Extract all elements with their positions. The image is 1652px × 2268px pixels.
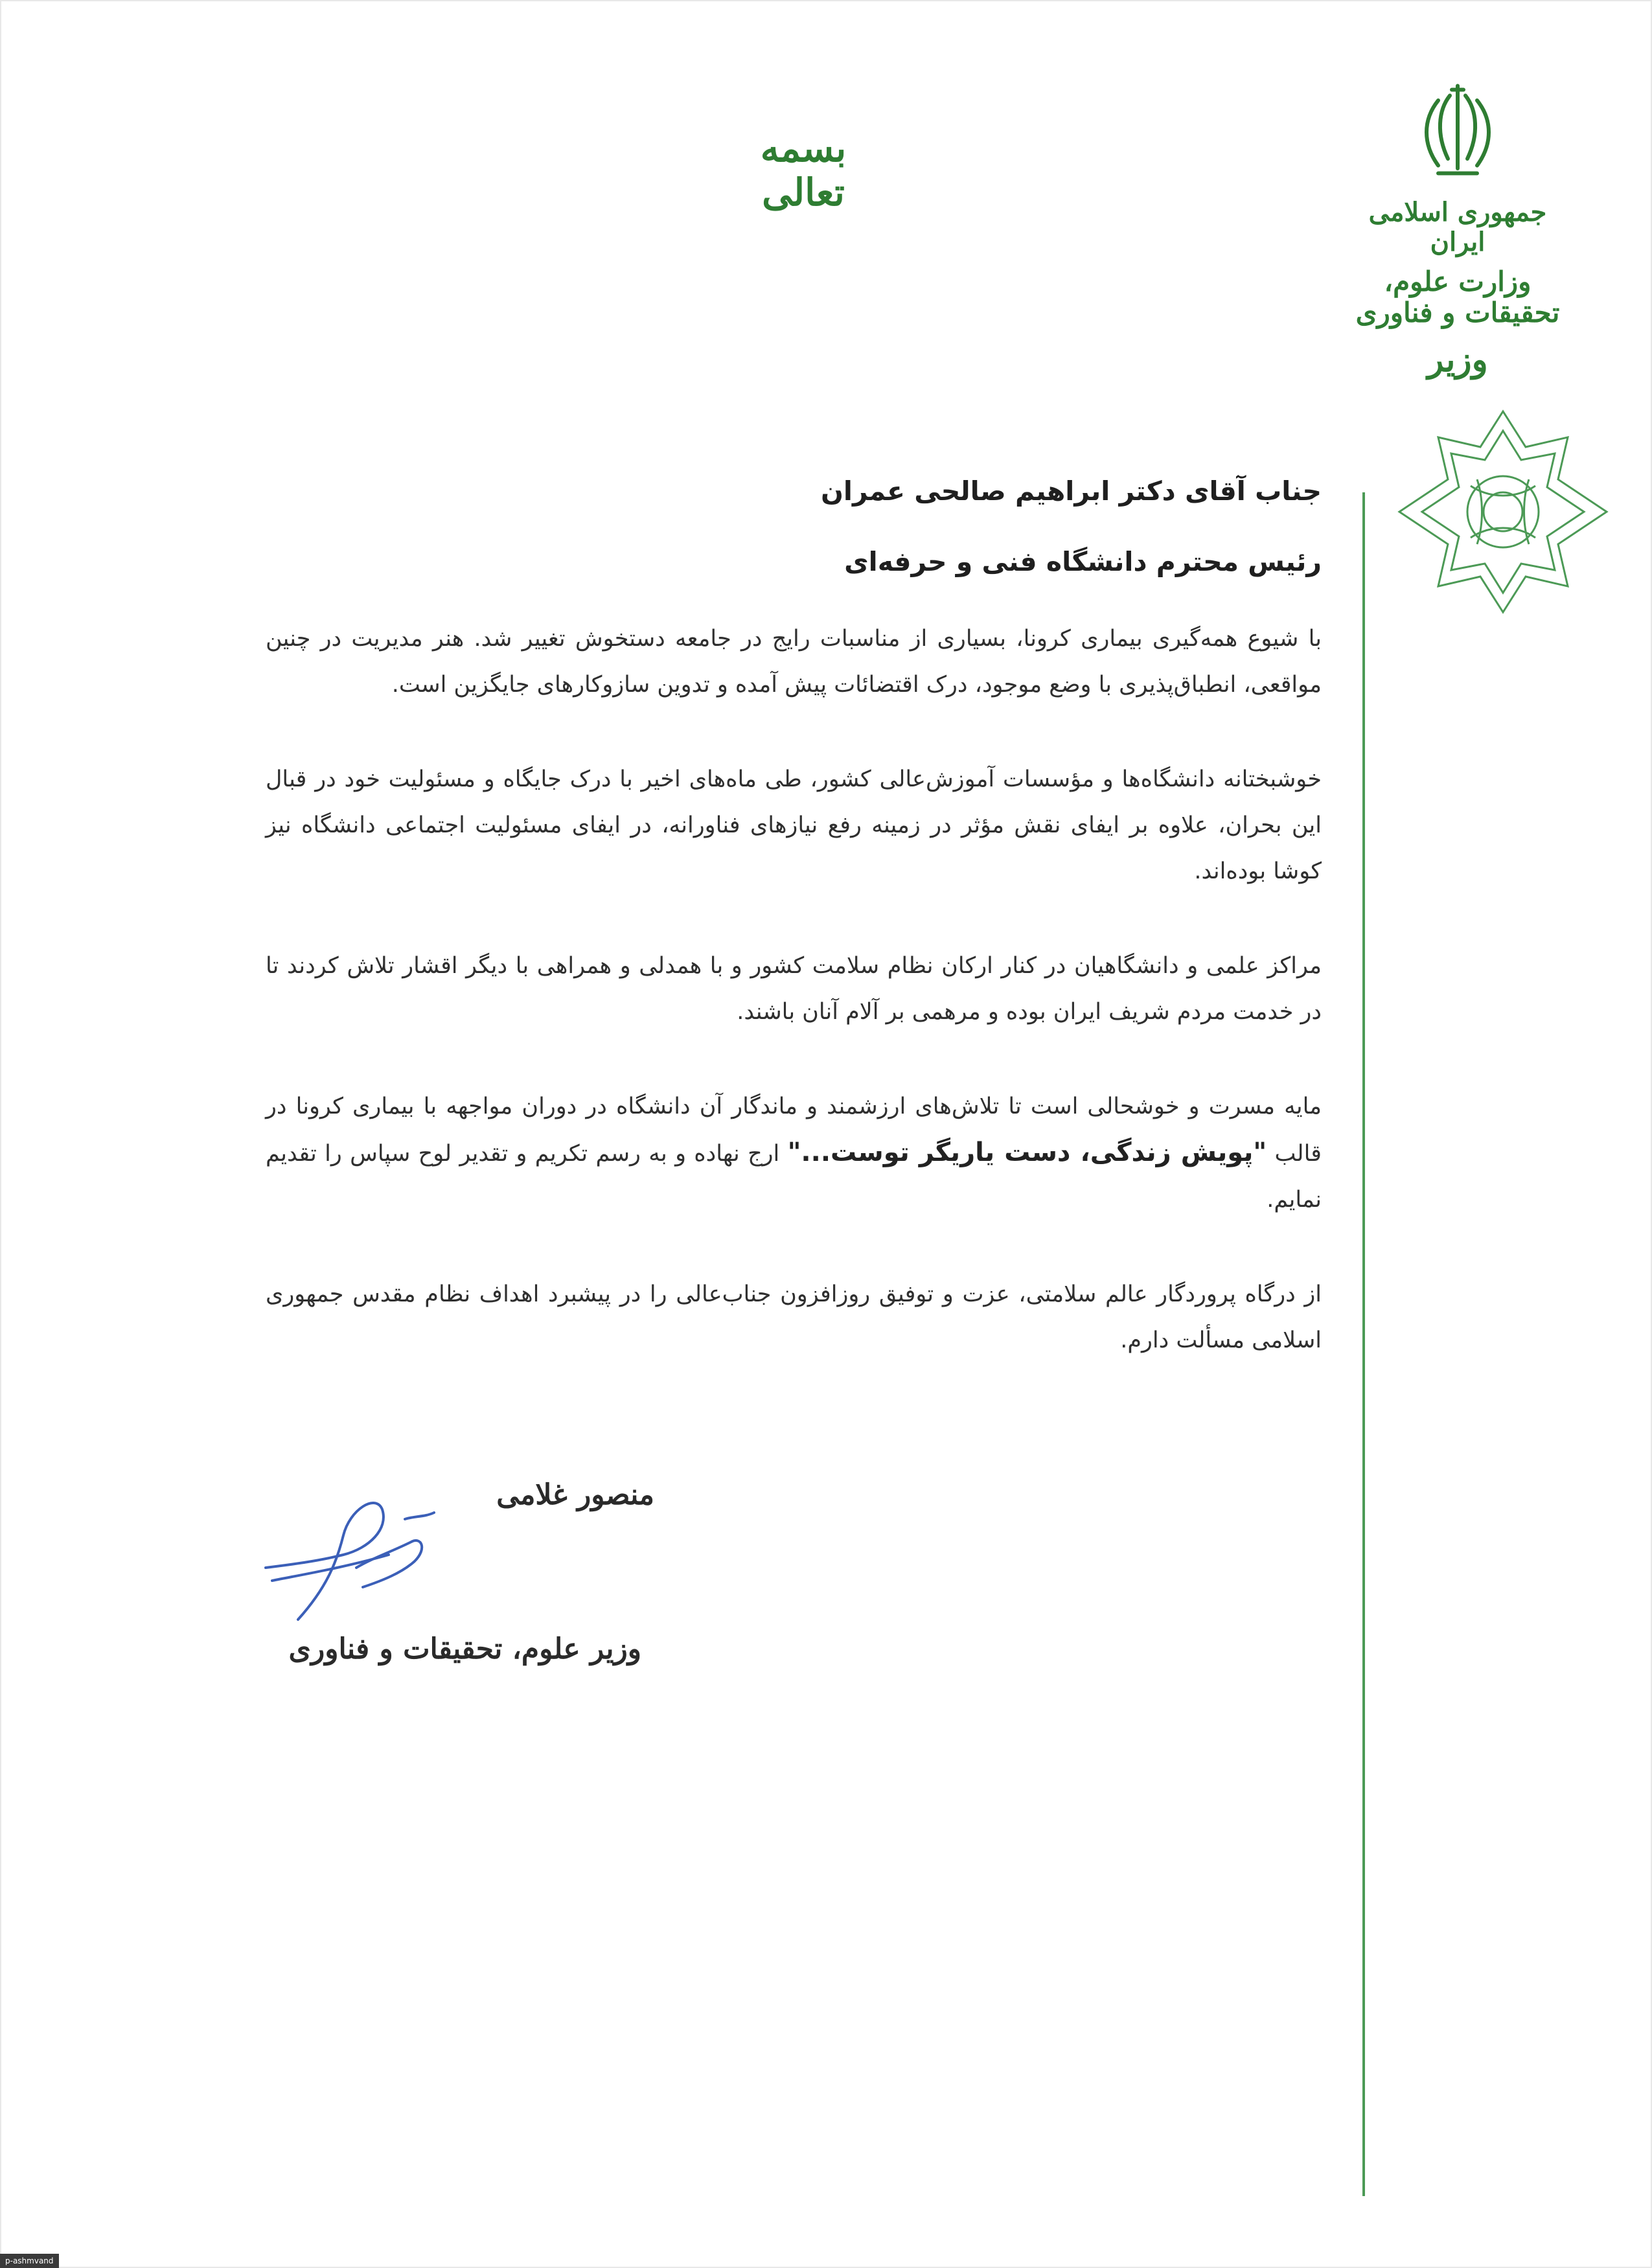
addressee-title: رئیس محترم دانشگاه فنی و حرفه‌ای bbox=[844, 546, 1322, 578]
iran-emblem-icon bbox=[1409, 74, 1506, 185]
ministry-name: وزارت علوم، تحقیقات و فناوری bbox=[1355, 266, 1560, 329]
signature-block bbox=[253, 1471, 674, 1704]
paragraph-4-start: مایه مسرت و خوشحالی است تا تلاش‌های ارزشمند و ماندگار آن دانشگاه در دوران مواجهه با بیماری کرونا در قالب bbox=[266, 1093, 1322, 1167]
paragraph-3: مراکز علمی و دانشگاهیان در کنار ارکان نظام سلامت کشور و با همدلی و همراهی با دیگر اقشار تلاش کردند تا در خدمت مردم شریف ایران بوده و مرهمی بر آلام آنان باشند. bbox=[266, 952, 1322, 1025]
letterhead bbox=[1341, 74, 1574, 379]
addressee-name: جناب آقای دکتر ابراهیم صالحی عمران bbox=[820, 475, 1322, 507]
campaign-title: "پویش زندگی، دست یاریگر توست..." bbox=[787, 1137, 1267, 1167]
arabesque-ornament-icon bbox=[1393, 408, 1613, 615]
scan-source-tag: p-ashmvand bbox=[0, 2254, 59, 2268]
paragraph-4-end: ارج نهاده و به رسم تکریم و تقدیر لوح سپاس را تقدیم نمایم. bbox=[266, 1140, 1322, 1213]
country-name: جمهوری اسلامی ایران bbox=[1368, 197, 1547, 257]
invocation-heading: بسمه تعالی bbox=[760, 126, 847, 214]
paragraph-5: از درگاه پروردگار عالم سلامتی، عزت و توفیق روزافزون جناب‌عالی را در پیشبرد اهداف نظام مقدس جمهوری اسلامی مسألت دارم. bbox=[266, 1281, 1322, 1353]
office-name: وزیر bbox=[1427, 339, 1488, 380]
letter-body bbox=[266, 473, 1322, 1412]
letterhead-rule bbox=[1362, 492, 1365, 2196]
paragraph-4 bbox=[266, 1084, 1322, 1223]
paragraph-2: خوشبختانه دانشگاه‌ها و مؤسسات آموزش‌عالی کشور، طی ماه‌های اخیر با درک جایگاه و مسئولیت خود در قبال این بحران، علاوه بر ایفای نقش مؤثر در زمینه رفع نیازهای فناورانه، در ایفای مسئولیت اجتماعی دانشگاه نیز کوشا بوده‌اند. bbox=[266, 766, 1322, 884]
signer-name: منصور غلامی bbox=[496, 1478, 654, 1511]
paragraph-1: با شیوع همه‌گیری بیماری کرونا، بسیاری از مناسبات رایج در جامعه دستخوش تغییر شد. هنر مدیریت در چنین مواقعی، انطباق‌پذیری با وضع موجود، درک اقتضائات پیش آمده و تدوین سازوکارهای جایگزین است. bbox=[266, 625, 1322, 698]
signer-title: وزیر علوم، تحقیقات و فناوری bbox=[288, 1632, 641, 1666]
